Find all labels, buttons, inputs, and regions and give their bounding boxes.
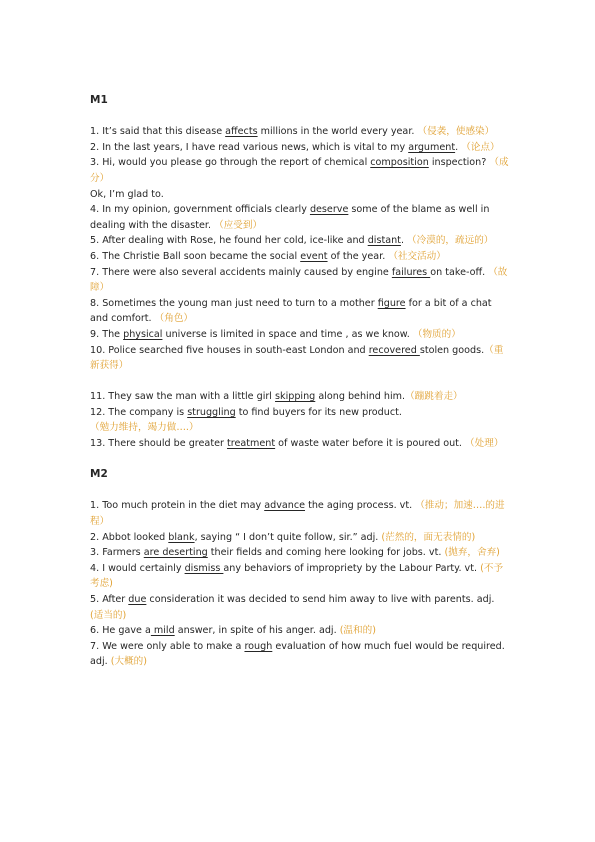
- chinese-gloss: （应受到）: [214, 219, 263, 231]
- sentence-text: to find buyers for its new product.: [235, 406, 402, 418]
- sentence-text: their fields and coming here looking for jobs. vt.: [207, 547, 445, 559]
- sentence-text: millions in the world every year.: [257, 126, 418, 138]
- sentence-text: 7. We were only able to make a: [90, 640, 245, 652]
- keyword: argument: [408, 141, 456, 153]
- chinese-gloss: （冷漠的，疏远的）: [407, 235, 494, 247]
- sentence-item: [90, 498, 510, 529]
- keyword: composition: [370, 157, 429, 169]
- sentence-text: some of the blame as well in dealing with the disaster.: [90, 204, 490, 231]
- sentence-text: .: [455, 141, 462, 153]
- sentence-text: of the year.: [327, 250, 389, 262]
- sentence-item: [90, 296, 510, 327]
- keyword: struggling: [187, 406, 236, 418]
- chinese-gloss: (茫然的，面无表情的): [381, 531, 476, 543]
- sentence-text: 5. After: [90, 594, 129, 605]
- section-title: M1: [90, 94, 108, 106]
- section-title: M2: [90, 468, 108, 481]
- sentence-text: .: [400, 235, 408, 247]
- sentence-item: [90, 155, 510, 186]
- chinese-gloss: （推动；加速….的进程）: [90, 500, 505, 528]
- keyword: due: [128, 594, 147, 605]
- sentence-item: [90, 561, 510, 592]
- sentence-item: [90, 389, 510, 405]
- sentence-text: 2. In the last years, I have read various news, which is vital to my: [90, 141, 409, 153]
- sentence-text: 12. The company is: [90, 406, 188, 418]
- chinese-gloss: (大概的): [110, 656, 148, 668]
- keyword: dismiss: [184, 562, 224, 574]
- chinese-gloss: (抛弃，舍弃): [444, 547, 500, 559]
- sentence-text: 4. I would certainly: [90, 562, 185, 574]
- keyword: figure: [377, 297, 406, 309]
- sentence-text: on take-off.: [430, 266, 489, 278]
- sentence-item: [90, 545, 510, 561]
- keyword: event: [300, 250, 328, 262]
- keyword: blank: [168, 531, 195, 543]
- sentence-text: the aging process. vt.: [305, 500, 416, 512]
- chinese-gloss: (适当的): [90, 609, 127, 621]
- chinese-gloss: (温和的): [339, 625, 376, 637]
- sentence-text: any behaviors of impropriety by the Labour Party. vt.: [223, 562, 481, 574]
- sentence-text: along behind him.: [315, 391, 406, 403]
- sentence-text: Ok, I’m glad to.: [90, 188, 164, 200]
- sentence-text: 9. The: [90, 328, 124, 340]
- sentence-item: [90, 405, 510, 436]
- keyword: rough: [244, 640, 273, 652]
- keyword: mild: [150, 625, 175, 637]
- sentence-item: [90, 187, 510, 203]
- sentence-item: [90, 436, 510, 452]
- keyword: physical: [123, 328, 163, 340]
- chinese-gloss: （社交活动）: [388, 250, 446, 262]
- keyword: skipping: [275, 391, 316, 403]
- sentence-text: universe is limited in space and time , as we know.: [162, 328, 413, 340]
- sentence-item: [90, 623, 510, 639]
- sentence-item: [90, 343, 510, 374]
- spacer: [90, 483, 510, 499]
- sentence-text: 6. He gave a: [90, 625, 151, 637]
- sentence-text: , saying “ I don’t quite follow, sir.” adj.: [194, 531, 382, 543]
- sentence-item: [90, 265, 510, 296]
- sentence-item: [90, 249, 510, 265]
- sentence-item: [90, 233, 510, 249]
- sentence-text: answer, in spite of his anger. adj.: [174, 625, 340, 637]
- sentence-text: 8. Sometimes the young man just need to turn to a mother: [90, 297, 378, 309]
- keyword: are deserting: [143, 547, 208, 559]
- chinese-gloss: （角色）: [154, 313, 194, 325]
- sentence-text: evaluation of how much fuel would be required. adj.: [90, 640, 505, 668]
- sentence-text: 13. There should be greater: [90, 438, 227, 450]
- section-m1: [90, 93, 510, 452]
- keyword: affects: [225, 126, 258, 138]
- sentence-item: [90, 592, 510, 623]
- keyword: distant: [367, 235, 401, 247]
- sentence-item: [90, 530, 510, 546]
- sentence-text: for a bit of a chat and comfort.: [90, 297, 492, 325]
- sentence-text: 1. It’s said that this disease: [90, 126, 226, 138]
- chinese-gloss: (不予考虑): [90, 562, 504, 590]
- spacer: [90, 109, 510, 125]
- sentence-item: [90, 140, 510, 156]
- sentence-text: 11. They saw the man with a little girl: [90, 391, 276, 403]
- sentence-text: consideration it was decided to send him away to live with parents. adj.: [146, 594, 495, 605]
- chinese-gloss: （成分）: [90, 157, 509, 184]
- sentence-text: 2. Abbot looked: [90, 531, 169, 543]
- keyword: advance: [264, 500, 306, 512]
- sentence-text: 5. After dealing with Rose, he found her cold, ice-like and: [90, 235, 368, 247]
- chinese-gloss: （勉力维持，竭力做….）: [90, 422, 199, 434]
- sentence-text: 7. There were also several accidents mainly caused by engine: [90, 266, 392, 278]
- keyword: recovered: [368, 344, 420, 356]
- keyword: failures: [391, 266, 431, 278]
- chinese-gloss: （论点）: [461, 141, 500, 153]
- sentence-text: 10. Police searched five houses in south-east London and: [90, 344, 369, 356]
- chinese-gloss: （蹦跳着走）: [405, 391, 463, 403]
- chinese-gloss: （侵袭，使感染）: [417, 126, 495, 138]
- sentence-text: inspection?: [428, 157, 490, 169]
- sentence-item: [90, 124, 510, 140]
- sentence-text: 1. Too much protein in the diet may: [90, 500, 265, 512]
- spacer: [90, 452, 510, 468]
- sentence-text: of waste water before it is poured out.: [275, 438, 466, 450]
- sentence-item: [90, 202, 510, 233]
- sentence-item: [90, 327, 510, 343]
- document-page: [90, 93, 510, 670]
- sentence-text: stolen goods.: [419, 344, 485, 356]
- chinese-gloss: （故障）: [90, 266, 508, 294]
- section-m2: [90, 467, 510, 670]
- chinese-gloss: （处理）: [465, 438, 504, 450]
- spacer: [90, 374, 510, 390]
- chinese-gloss: （物质的）: [412, 328, 461, 340]
- chinese-gloss: （重新获得）: [90, 344, 504, 372]
- keyword: treatment: [226, 438, 276, 450]
- sentence-text: 6. The Christie Ball soon became the social: [90, 250, 301, 262]
- sentence-item: [90, 639, 510, 670]
- sentence-text: 4. In my opinion, government officials clearly: [90, 204, 310, 216]
- keyword: deserve: [309, 204, 349, 216]
- sentence-text: 3. Farmers: [90, 547, 144, 559]
- sentence-text: 3. Hi, would you please go through the report of chemical: [90, 157, 371, 169]
